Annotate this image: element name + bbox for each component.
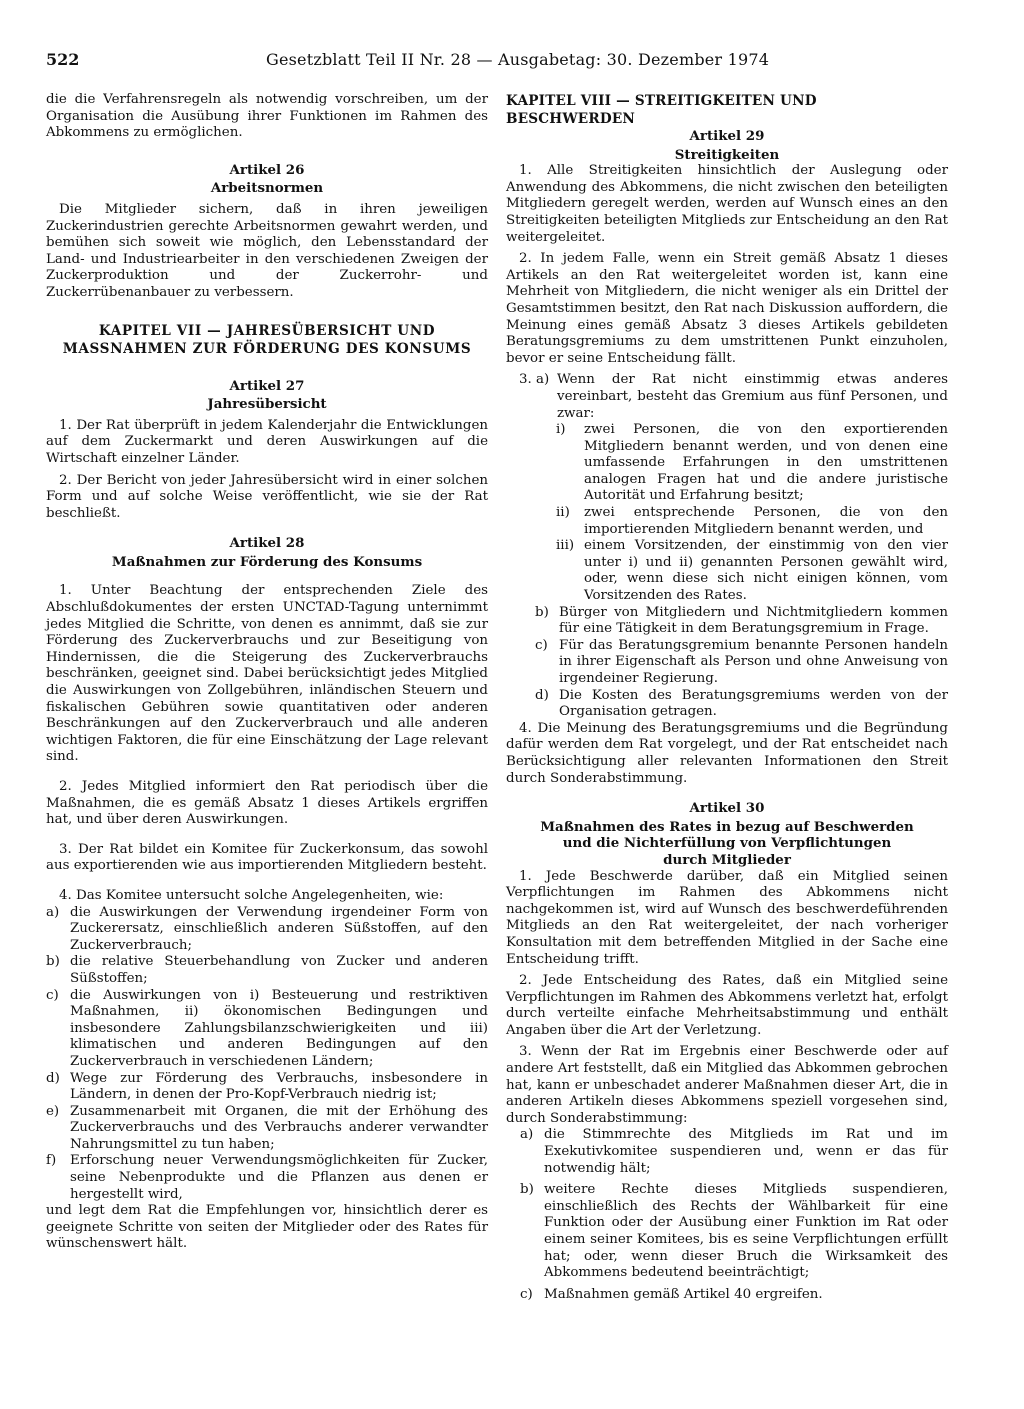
chapter-8-heading: KAPITEL VIII — STREITIGKEITEN UND BESCHWERDEN (506, 93, 817, 127)
list-marker: i) (556, 422, 566, 438)
list-marker: c) (520, 1286, 533, 1302)
article-paragraph: 1. Alle Streitigkeiten hinsichtlich der Auslegung oder Anwendung des Abkommens, die nicht zwischen den beteiligten Mitgliedern geregelt werden, werden auf Wunsch eines an den Streitigkeiten beteiligten Mitglieds zur Entscheidung an den Rat weitergeleitet. (506, 163, 948, 245)
article-paragraph: 3. Wenn der Rat im Ergebnis einer Beschwerde oder auf andere Art feststellt, daß ein Mitglied das Abkommen gebrochen hat, kann er unbeschadet anderer Maßnahmen dieser Art, die in anderen Artikeln dieses Abkommens speziell vorgesehen sind, durch Sonderabstimmung: (506, 1044, 948, 1126)
sub-list-item (506, 505, 948, 538)
list-text: weitere Rechte dieses Mitglieds suspendieren, einschließlich des Rechts der Wählbarkeit für eine Funktion oder der Ausübung einer Funktion im Rat oder einem seiner Komitees, bis es seine Verpflichtungen erfüllt hat; oder, wenn dieser Bruch die Wirksamkeit des Abkommens bedeutend beeinträchtigt; (544, 1182, 948, 1281)
list-item (506, 1127, 948, 1177)
left-column (46, 92, 488, 1253)
chapter-7-heading (46, 322, 488, 358)
article-paragraph: 2. Der Bericht von jeder Jahresübersicht wird in einer solchen Form und auf solche Weise veröffentlicht, wie sie der Rat beschließt. (46, 472, 488, 521)
running-title: Gesetzblatt Teil II Nr. 28 — Ausgabetag: 30. Dezember 1974 (266, 50, 770, 69)
list-text: Bürger von Mitgliedern und Nichtmitgliedern kommen für eine Tätigkeit in dem Beratungsgremium in Frage. (559, 604, 948, 637)
list-item (506, 1287, 948, 1304)
list-item (506, 372, 948, 422)
article-paragraph: 2. In jedem Falle, wenn ein Streit gemäß Absatz 1 dieses Artikels an den Rat weitergeleitet worden ist, kann eine Mehrheit von Mitgliedern, die nicht weniger als ein Drittel der Gesamtstimmen besitzt, den Rat nach Diskussion auffordern, die Meinung eines gemäß Absatz 3 dieses Artikels gebildeten Beratungsgremiums zu dem umstrittenen Punkt einzuholen, bevor er seine Entscheidung fällt. (506, 251, 948, 366)
list-marker: a) (46, 904, 60, 920)
list-text: Maßnahmen gemäß Artikel 40 ergreifen. (544, 1286, 823, 1302)
list-item (46, 1071, 488, 1104)
list-marker: c) (535, 637, 548, 653)
list-marker: c) (46, 987, 59, 1003)
list-text: Zusammenarbeit mit Organen, die mit der Erhöhung des Zuckerverbrauchs und des Verbrauchs anderer verwandter Nahrungsmittel zu tun haben; (70, 1103, 488, 1152)
article-paragraph: 4. Das Komitee untersucht solche Angelegenheiten, wie: (59, 887, 444, 903)
article-number: Artikel 30 (689, 800, 765, 817)
article-30 (506, 800, 948, 1303)
list-marker: b) (46, 954, 60, 970)
page-header (46, 46, 976, 74)
list-marker: a) (520, 1127, 534, 1143)
list-text: Erforschung neuer Verwendungsmöglichkeiten für Zucker, seine Nebenprodukte und die Pflanzen aus denen er hergestellt wird, (70, 1153, 488, 1202)
list-item (506, 1182, 948, 1282)
page-number: 522 (46, 50, 80, 69)
list-text: die Stimmrechte des Mitglieds im Rat und im Exekutivkomitee suspendieren und, wenn er das für notwendig hält; (544, 1127, 948, 1176)
chapter-heading-line: KAPITEL VII — JAHRESÜBERSICHT UND (98, 322, 436, 339)
list-text: Für das Beratungsgremium benannte Personen handeln in ihrer Eigenschaft als Person und ohne Anweisung von irgendeiner Regierung. (559, 637, 948, 686)
list-item (46, 1153, 488, 1203)
article-paragraph: 1. Unter Beachtung der entsprechenden Ziele des Abschlußdokumentes der ersten UNCTAD-Tagung unternimmt jedes Mitglied die Schritte, von denen es annimmt, daß sie zur Förderung des Zuckerverbrauchs und zur Beseitigung von Hindernissen, die die Steigerung des Zuckerverbrauchs beschränken, geeignet sind. Dabei berücksichtigt jedes Mitglied die Auswirkungen von Zollgebühren, inländischen Steuern und fiskalischen Gebühren sowie quantitativen oder anderen Beschränkungen auf den Zuckerverbrauch und alle anderen wichtigen Faktoren, die für eine Einschätzung der Lage relevant sind. (46, 583, 488, 765)
article-number: Artikel 27 (229, 377, 305, 394)
list-marker: d) (46, 1070, 60, 1086)
article-paragraph: Die Mitglieder sichern, daß in ihren jeweiligen Zuckerindustrien gerechte Arbeitsnormen gewahrt werden, und bemühen sich soweit wie möglich, den Lebensstandard der Land- und Industriearbeiter in den verschiedenen Zweigen der Zuckerproduktion und der Zuckerrohr- und Zuckerrübenanbauer zu verbessern. (46, 201, 488, 300)
list-item (46, 905, 488, 955)
list-marker: iii) (556, 538, 575, 554)
article-title: Streitigkeiten (674, 146, 780, 163)
article-title-line: durch Mitglieder (663, 851, 791, 868)
list-marker: d) (535, 687, 549, 703)
article-title: Maßnahmen zur Förderung des Konsums (111, 553, 423, 570)
list-text: die Auswirkungen der Verwendung irgendeiner Form von Zuckerersatz, einschließlich anderen Süßstoffen, auf den Zuckerverbrauch; (70, 904, 488, 953)
chapter-heading-line: MASSNAHMEN ZUR FÖRDERUNG DES KONSUMS (62, 340, 472, 357)
list-marker: b) (520, 1182, 534, 1198)
article-paragraph: 2. Jede Entscheidung des Rates, daß ein Mitglied seine Verpflichtungen im Rahmen des Abkommens verletzt hat, erfolgt durch verteilte einfache Mehrheitsabstimmung und enthält Angaben über die Art der Verletzung. (506, 973, 948, 1038)
article-closing-paragraph: und legt dem Rat die Empfehlungen vor, hinsichtlich derer es geeignete Schritte von seiten der Mitglieder oder des Rates für wünschenswert hält. (46, 1203, 488, 1252)
sub-list-item (506, 422, 948, 505)
right-column (506, 92, 948, 1303)
list-text: die Auswirkungen von i) Besteuerung und restriktiven Maßnahmen, ii) ökonomischen Bedingungen und insbesondere Zahlungsbilanzschwierigkeiten und iii) klimatischen und anderen Bedingungen auf den Zuckerverbrauch in verschiedenen Ländern; (70, 987, 488, 1069)
list-text: zwei Personen, die von den exportierenden Mitgliedern benannt werden, und von denen eine umfassende Erfahrungen in den umstrittenen analogen Fragen hat und die andere juristische Autorität und Erfahrung besitzt; (584, 422, 948, 504)
article-title-line: Maßnahmen des Rates in bezug auf Beschwerden (540, 818, 914, 835)
article-paragraph: 1. Jede Beschwerde darüber, daß ein Mitglied seinen Verpflichtungen im Rahmen des Abkommens nicht nachgekommen ist, wird auf Wunsch des beschwerdeführenden Mitglieds an den Rat weitergeleitet, der nach vorheriger Konsultation mit dem betreffenden Mitglied in der Sache eine Entscheidung trifft. (506, 868, 948, 967)
list-item (46, 988, 488, 1071)
list-text: einem Vorsitzenden, der einstimmig von den vier unter i) und ii) genannten Personen gewählt wird, oder, wenn diese sich nicht einigen können, vom Vorsitzenden des Rates. (584, 538, 948, 604)
list-item (46, 1104, 488, 1154)
list-item (506, 638, 948, 688)
list-marker: e) (46, 1103, 60, 1119)
list-text: Wenn der Rat nicht einstimmig etwas anderes vereinbart, besteht das Gremium aus fünf Personen, und zwar: (557, 372, 948, 421)
article-paragraph: 4. Die Meinung des Beratungsgremiums und die Begründung dafür werden dem Rat vorgelegt, und der Rat entscheidet nach Berücksichtigung aller relevanten Informationen den Streit durch Sonderabstimmung. (506, 720, 948, 786)
list-marker: ii) (556, 505, 570, 521)
list-marker: 3. a) (519, 372, 550, 388)
article-29 (506, 128, 948, 787)
list-marker: b) (535, 604, 549, 620)
article-number: Artikel 26 (229, 161, 305, 178)
list-text: Wege zur Förderung des Verbrauchs, insbesondere in Ländern, in denen der Pro-Kopf-Verbrauch niedrig ist; (70, 1070, 488, 1103)
article-paragraph: 3. Der Rat bildet ein Komitee für Zuckerkonsum, das sowohl aus exportierenden wie aus importierenden Mitgliedern besteht. (46, 841, 488, 874)
article-number: Artikel 28 (229, 535, 305, 552)
sub-list-item (506, 538, 948, 604)
list-item (46, 954, 488, 987)
article-title: Arbeitsnormen (210, 180, 324, 197)
article-paragraph: 2. Jedes Mitglied informiert den Rat periodisch über die Maßnahmen, die es gemäß Absatz 1 dieses Artikels ergriffen hat, und über deren Auswirkungen. (46, 779, 488, 828)
list-item (506, 605, 948, 638)
list-text: Die Kosten des Beratungsgremiums werden von der Organisation getragen. (559, 687, 948, 720)
intro-paragraph: die die Verfahrensregeln als notwendig vorschreiben, um der Organisation die Ausübung ihrer Funktionen im Rahmen des Abkommens zu ermöglichen. (46, 92, 488, 141)
list-item (506, 688, 948, 721)
list-marker: f) (46, 1153, 57, 1169)
article-number: Artikel 29 (689, 128, 765, 144)
article-paragraph: 1. Der Rat überprüft in jedem Kalenderjahr die Entwicklungen auf dem Zuckermarkt und deren Auswirkungen auf die Wirtschaft einzelner Länder. (46, 417, 488, 466)
article-title-line: und die Nichterfüllung von Verpflichtungen (562, 835, 892, 852)
article-title: Jahresübersicht (207, 396, 327, 413)
article-27 (46, 378, 488, 523)
article-26 (46, 162, 488, 302)
list-text: die relative Steuerbehandlung von Zucker und anderen Süßstoffen; (70, 954, 488, 986)
article-28 (46, 535, 488, 1253)
list-text: zwei entsprechende Personen, die von den importierenden Mitgliedern benannt werden, und (584, 505, 948, 537)
